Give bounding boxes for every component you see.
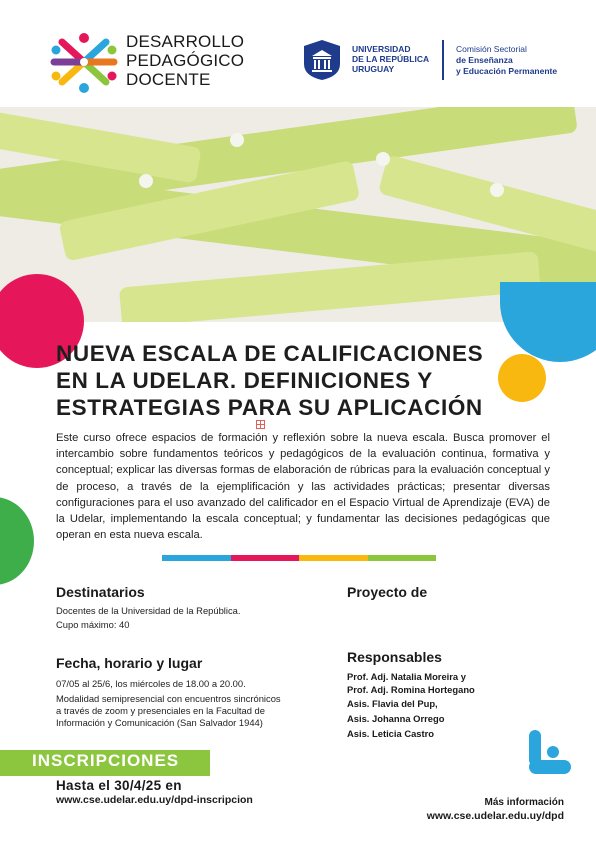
color-bar-segment — [368, 555, 437, 561]
color-bar-segment — [162, 555, 231, 561]
responsable-item: Prof. Adj. Romina Hortegano — [347, 684, 475, 695]
mas-informacion-link[interactable]: www.cse.udelar.edu.uy/dpd — [426, 810, 564, 822]
course-title-line: NUEVA ESCALA DE CALIFICACIONES — [56, 341, 484, 366]
mas-informacion-label: Más información — [484, 797, 564, 808]
destinatarios-line: Cupo máximo: 40 — [56, 619, 130, 630]
cse-name — [456, 44, 596, 77]
dpd-title-line: DOCENTE — [126, 70, 211, 89]
color-bar — [162, 555, 436, 561]
fecha-heading: Fecha, horario y lugar — [56, 655, 203, 671]
course-title — [56, 340, 526, 421]
udelar-name-line: DE LA REPÚBLICA — [352, 54, 430, 64]
proyecto-heading: Proyecto de — [347, 584, 428, 600]
cse-name-line: de Enseñanza — [456, 55, 513, 65]
udelar-name-line: UNIVERSIDAD — [352, 44, 411, 54]
fecha-line: Modalidad semipresencial con encuentros sincrónicos — [56, 693, 281, 704]
inscripcion-link[interactable]: www.cse.udelar.edu.uy/dpd-inscripcion — [56, 794, 253, 806]
udelar-seal-logo — [302, 38, 342, 82]
course-title-line: EN LA UDELAR. DEFINICIONES Y — [56, 368, 433, 393]
inscripciones-deadline: Hasta el 30/4/25 en — [56, 778, 182, 793]
course-description: Este curso ofrece espacios de formación y reflexión sobre la nueva escala. Busca promover el intercambio sobre fundamentos teóricos y pedagógicos de la evaluación continua, formativa y conceptual; explicar las diversas formas de elaboración de rúbricas para la evaluación conceptual y de proceso, a través de la ejemplificación y las actividades prácticas; presentar diversas configuraciones para el uso avanzado del calificador en el Espacio Virtual de Aprendizaje (EVA) de la Udelar, implementando la escala conceptual; y fundamentar las decisiones pedagógicas que operan en esta nueva escala. — [56, 432, 550, 542]
cse-name-line: Comisión Sectorial — [456, 44, 527, 54]
fecha-line: a través de zoom y presenciales en la Facultad de — [56, 705, 265, 716]
fecha-text — [56, 678, 281, 729]
udelar-name — [352, 44, 442, 74]
fecha-line: Información y Comunicación (San Salvador 1944) — [56, 717, 263, 728]
responsable-item: Asis. Flavia del Pup, — [347, 698, 438, 709]
dpd-title-line: DESARROLLO — [126, 32, 245, 51]
responsable-item: Prof. Adj. Natalia Moreira y — [347, 671, 466, 682]
destinatarios-text — [56, 605, 240, 631]
course-title-line: ESTRATEGIAS PARA SU APLICACIÓN — [56, 395, 483, 420]
responsable-item: Asis. Leticia Castro — [347, 728, 435, 739]
dpd-title-line: PEDAGÓGICO — [126, 51, 245, 70]
responsables-list — [347, 670, 475, 741]
header-divider — [442, 40, 444, 80]
inscripciones-label: INSCRIPCIONES — [32, 751, 180, 770]
fecha-line: 07/05 al 25/6, los miércoles de 18.00 a 20.00. — [56, 678, 246, 689]
anchor-plus-icon[interactable] — [256, 420, 265, 429]
dpd-title — [126, 32, 276, 89]
color-bar-segment — [231, 555, 300, 561]
responsables-heading: Responsables — [347, 649, 442, 665]
responsable-item: Asis. Johanna Orrego — [347, 713, 445, 724]
l-letter-logo — [527, 730, 573, 776]
udelar-name-line: URUGUAY — [352, 64, 395, 74]
destinatarios-heading: Destinatarios — [56, 584, 145, 600]
green-circle — [0, 497, 34, 585]
cse-name-line: y Educación Permanente — [456, 66, 558, 76]
dpd-people-logo — [48, 30, 120, 94]
destinatarios-line: Docentes de la Universidad de la República. — [56, 605, 241, 616]
color-bar-segment — [299, 555, 368, 561]
